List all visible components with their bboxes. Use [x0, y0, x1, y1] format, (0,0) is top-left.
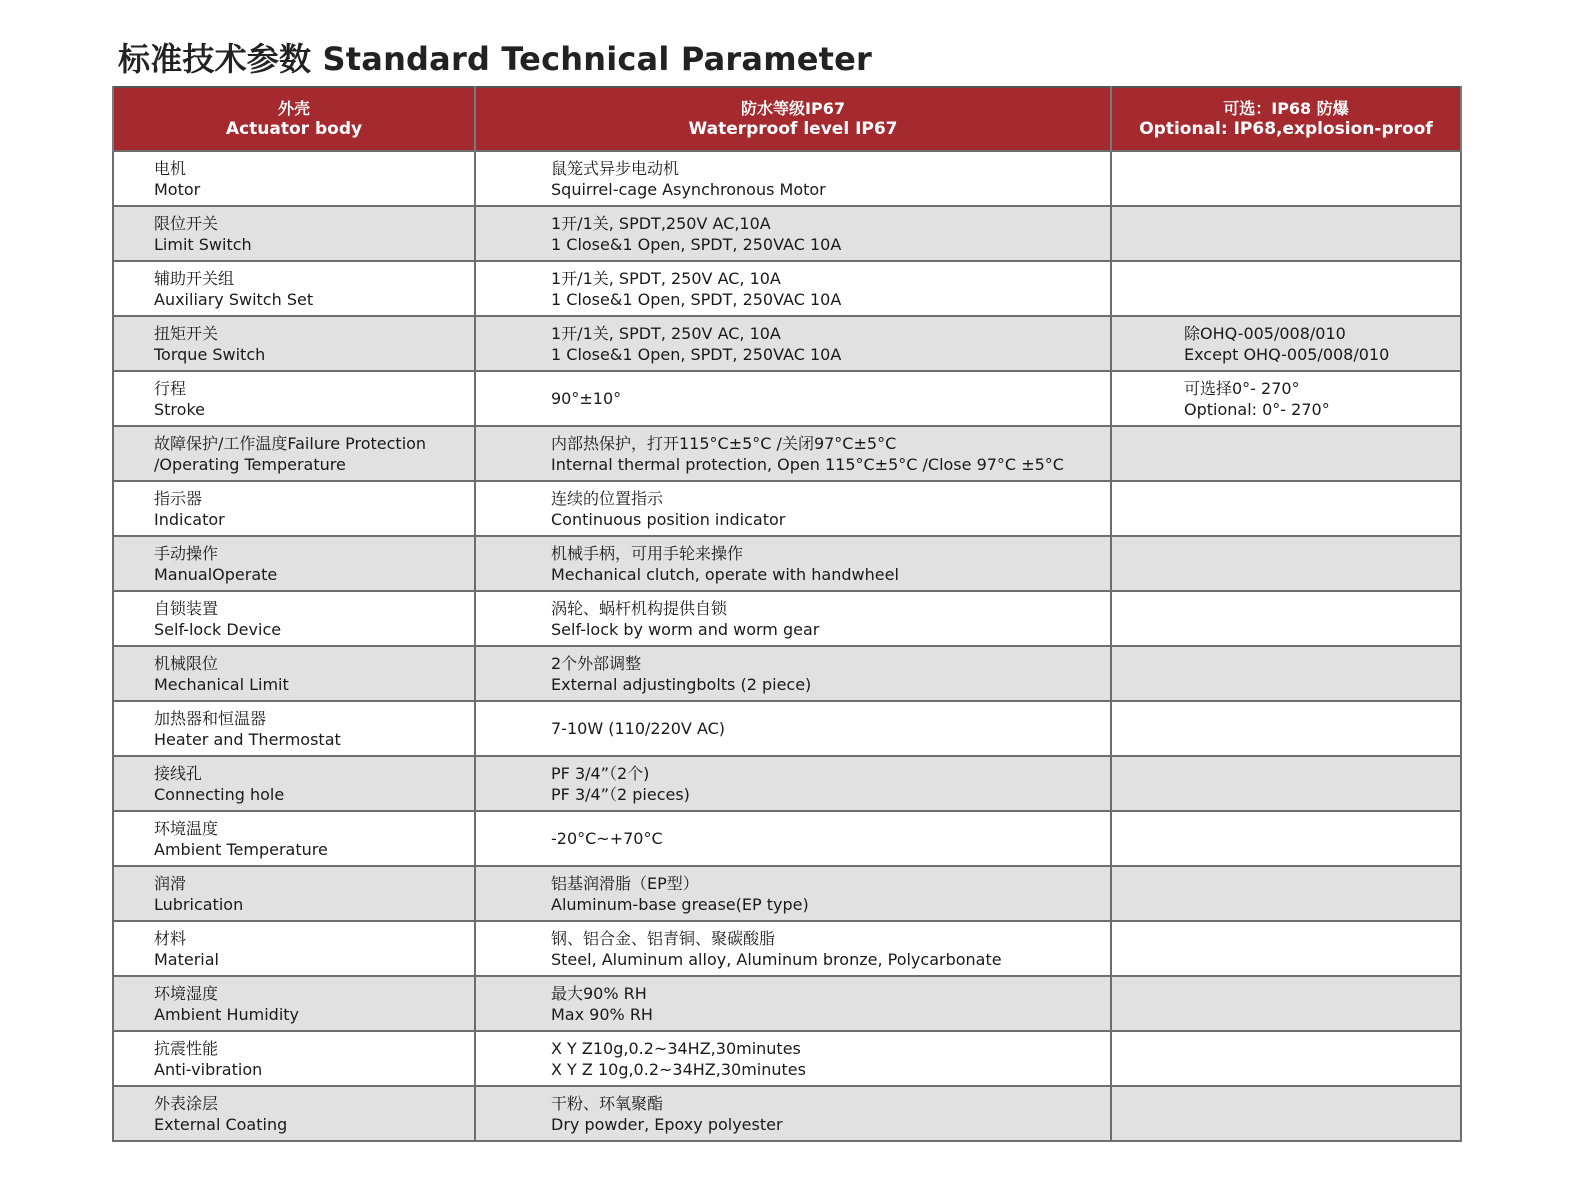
- parameter-option-cell: [1111, 426, 1461, 481]
- parameter-value-cell: [475, 151, 1111, 206]
- parameter-value-cell: [475, 646, 1111, 701]
- parameter-option-cell: [1111, 646, 1461, 701]
- parameter-name-cell: [113, 646, 475, 701]
- parameter-option-line: 可选择0°- 270°: [1184, 378, 1300, 398]
- parameter-value-line: 铝基润滑脂（EP型）: [551, 873, 699, 893]
- parameter-name-line: ManualOperate: [154, 564, 278, 584]
- parameter-value-line: Aluminum-base grease(EP type): [551, 894, 809, 914]
- parameter-value-cell: [475, 316, 1111, 371]
- parameter-name-line: 材料: [154, 928, 187, 948]
- parameter-value-line: 机械手柄，可用手轮来操作: [551, 543, 744, 563]
- parameter-option-cell: [1111, 756, 1461, 811]
- table-row: [113, 866, 1461, 921]
- table-row: [113, 206, 1461, 261]
- parameter-name-cell: [113, 756, 475, 811]
- parameter-value-cell: [475, 591, 1111, 646]
- parameter-option-cell: [1111, 151, 1461, 206]
- parameter-name-line: Mechanical Limit: [154, 674, 289, 694]
- parameter-name-line: Indicator: [154, 509, 225, 529]
- parameter-value-line: 1 Close&1 Open, SPDT, 250VAC 10A: [551, 344, 842, 364]
- parameter-name-line: 辅助开关组: [154, 268, 235, 288]
- table-row: [113, 151, 1461, 206]
- parameter-name-line: Lubrication: [154, 894, 244, 914]
- parameter-value-line: Steel, Aluminum alloy, Aluminum bronze, Polycarbonate: [551, 949, 1002, 969]
- parameter-name-line: 接线孔: [154, 763, 203, 783]
- parameter-value-line: X Y Z10g,0.2~34HZ,30minutes: [551, 1038, 801, 1058]
- parameter-value-line: Self-lock by worm and worm gear: [551, 619, 820, 639]
- parameter-name-line: Stroke: [154, 399, 205, 419]
- table-row: [113, 1031, 1461, 1086]
- parameter-option-cell: [1111, 866, 1461, 921]
- parameter-name-line: 电机: [154, 158, 187, 178]
- parameter-value-line: 鼠笼式异步电动机: [551, 158, 680, 178]
- parameter-value-line: 连续的位置指示: [551, 488, 664, 508]
- parameter-value-line: X Y Z 10g,0.2~34HZ,30minutes: [551, 1059, 806, 1079]
- parameter-name-cell: [113, 1031, 475, 1086]
- parameter-name-line: 外表涂层: [154, 1093, 219, 1113]
- table-row: [113, 646, 1461, 701]
- table-row: [113, 1086, 1461, 1141]
- parameter-value-cell: [475, 371, 1111, 426]
- parameter-name-cell: [113, 316, 475, 371]
- parameter-value-line: 涡轮、蜗杆机构提供自锁: [551, 598, 728, 618]
- parameter-name-line: Ambient Temperature: [154, 839, 328, 859]
- parameter-option-line: 除OHQ-005/008/010: [1184, 323, 1346, 343]
- page-title: 标准技术参数 Standard Technical Parameter: [118, 40, 873, 78]
- parameter-value-line: 钢、铝合金、铝青铜、聚碳酸脂: [551, 928, 776, 948]
- table-row: [113, 756, 1461, 811]
- parameter-name-line: 故障保护/工作温度Failure Protection: [154, 433, 427, 453]
- parameter-name-line: Heater and Thermostat: [154, 729, 341, 749]
- table-row: [113, 481, 1461, 536]
- header-waterproof-level: 防水等级IP67 Waterproof level IP67: [475, 87, 1111, 151]
- parameter-value-cell: [475, 536, 1111, 591]
- parameter-value-line: 干粉、环氧聚酯: [551, 1093, 664, 1113]
- parameter-value-line: PF 3/4”（2 pieces): [551, 784, 690, 804]
- parameter-name-cell: [113, 811, 475, 866]
- parameter-value-line: 1 Close&1 Open, SPDT, 250VAC 10A: [551, 234, 842, 254]
- table-row: [113, 536, 1461, 591]
- parameter-option-cell: [1111, 591, 1461, 646]
- table-header: [113, 87, 1461, 151]
- parameter-value-line: 内部热保护，打开115°C±5°C /关闭97°C±5°C: [551, 433, 897, 453]
- parameter-value-cell: [475, 1086, 1111, 1141]
- parameter-value-cell: [475, 866, 1111, 921]
- parameter-value-line: 1开/1关, SPDT, 250V AC, 10A: [551, 323, 781, 343]
- parameter-name-cell: [113, 976, 475, 1031]
- parameter-option-cell: [1111, 481, 1461, 536]
- parameter-name-line: 扭矩开关: [154, 323, 219, 343]
- parameter-name-line: 限位开关: [154, 213, 219, 233]
- parameter-value-line: 7-10W (110/220V AC): [551, 719, 726, 738]
- parameter-value-line: 最大90% RH: [551, 983, 647, 1003]
- parameter-name-line: Torque Switch: [154, 344, 266, 364]
- parameter-option-cell: [1111, 316, 1461, 371]
- parameter-name-cell: [113, 866, 475, 921]
- header-actuator-body: 外壳 Actuator body: [113, 87, 475, 151]
- parameter-name-line: 行程: [154, 378, 187, 398]
- parameter-name-line: External Coating: [154, 1114, 288, 1134]
- parameter-name-line: 抗震性能: [154, 1038, 219, 1058]
- parameter-value-line: Squirrel-cage Asynchronous Motor: [551, 179, 826, 199]
- table-row: [113, 921, 1461, 976]
- table-row: [113, 261, 1461, 316]
- parameter-name-cell: [113, 426, 475, 481]
- parameter-name-cell: [113, 1086, 475, 1141]
- parameter-value-cell: [475, 921, 1111, 976]
- parameter-option-cell: [1111, 1031, 1461, 1086]
- table-body: [113, 151, 1461, 1141]
- parameter-name-cell: [113, 701, 475, 756]
- parameter-name-line: 手动操作: [154, 543, 219, 563]
- parameter-name-line: 润滑: [154, 873, 187, 893]
- parameter-name-line: 自锁装置: [154, 598, 219, 618]
- parameter-option-line: Except OHQ-005/008/010: [1184, 344, 1390, 364]
- parameter-name-cell: [113, 371, 475, 426]
- parameter-value-cell: [475, 756, 1111, 811]
- parameter-value-cell: [475, 811, 1111, 866]
- parameter-option-cell: [1111, 536, 1461, 591]
- parameter-name-line: Ambient Humidity: [154, 1004, 300, 1024]
- parameter-value-line: 1开/1关, SPDT,250V AC,10A: [551, 213, 771, 233]
- parameter-name-cell: [113, 921, 475, 976]
- spec-table: [112, 86, 1462, 1142]
- table-row: [113, 591, 1461, 646]
- parameter-value-cell: [475, 481, 1111, 536]
- parameter-option-cell: [1111, 921, 1461, 976]
- parameter-value-cell: [475, 206, 1111, 261]
- parameter-name-line: Auxiliary Switch Set: [154, 289, 314, 309]
- parameter-value-line: 2个外部调整: [551, 653, 642, 673]
- parameter-value-cell: [475, 1031, 1111, 1086]
- table-row: [113, 701, 1461, 756]
- parameter-name-cell: [113, 261, 475, 316]
- table-row: [113, 316, 1461, 371]
- parameter-name-line: Self-lock Device: [154, 619, 282, 639]
- parameter-name-line: Limit Switch: [154, 234, 252, 254]
- parameter-value-cell: [475, 426, 1111, 481]
- parameter-option-cell: [1111, 701, 1461, 756]
- parameter-option-cell: [1111, 206, 1461, 261]
- parameter-name-line: Material: [154, 949, 219, 969]
- parameter-name-cell: [113, 481, 475, 536]
- parameter-value-line: Continuous position indicator: [551, 509, 786, 529]
- parameter-value-line: PF 3/4”（2个): [551, 763, 650, 783]
- parameter-name-cell: [113, 151, 475, 206]
- parameter-name-line: 机械限位: [154, 653, 219, 673]
- parameter-name-line: 加热器和恒温器: [154, 708, 267, 728]
- parameter-option-cell: [1111, 811, 1461, 866]
- parameter-value-line: Max 90% RH: [551, 1004, 653, 1024]
- parameter-name-line: /Operating Temperature: [154, 454, 346, 474]
- parameter-name-line: Connecting hole: [154, 784, 285, 804]
- table-row: [113, 811, 1461, 866]
- parameter-option-cell: [1111, 371, 1461, 426]
- parameter-name-line: Motor: [154, 179, 201, 199]
- parameter-option-line: Optional: 0°- 270°: [1184, 399, 1330, 419]
- parameter-name-line: 指示器: [154, 488, 203, 508]
- parameter-value-cell: [475, 701, 1111, 756]
- parameter-name-cell: [113, 206, 475, 261]
- parameter-name-line: 环境湿度: [154, 983, 219, 1003]
- parameter-value-line: Mechanical clutch, operate with handwheel: [551, 564, 899, 584]
- parameter-option-cell: [1111, 976, 1461, 1031]
- table-row: [113, 976, 1461, 1031]
- parameter-name-cell: [113, 591, 475, 646]
- parameter-value-cell: [475, 261, 1111, 316]
- parameter-value-line: 1开/1关, SPDT, 250V AC, 10A: [551, 268, 781, 288]
- header-optional: 可选：IP68 防爆 Optional: IP68,explosion-proof: [1111, 87, 1461, 151]
- parameter-name-line: 环境温度: [154, 818, 219, 838]
- parameter-option-cell: [1111, 261, 1461, 316]
- parameter-value-line: External adjustingbolts (2 piece): [551, 674, 812, 694]
- parameter-value-line: -20°C~+70°C: [551, 829, 663, 848]
- parameter-name-cell: [113, 536, 475, 591]
- parameter-value-line: 90°±10°: [551, 389, 622, 408]
- parameter-value-line: 1 Close&1 Open, SPDT, 250VAC 10A: [551, 289, 842, 309]
- parameter-option-cell: [1111, 1086, 1461, 1141]
- parameter-value-line: Dry powder, Epoxy polyester: [551, 1114, 783, 1134]
- table-row: [113, 371, 1461, 426]
- table-row: [113, 426, 1461, 481]
- parameter-name-line: Anti-vibration: [154, 1059, 263, 1079]
- parameter-value-cell: [475, 976, 1111, 1031]
- parameter-value-line: Internal thermal protection, Open 115°C±5°C /Close 97°C ±5°C: [551, 454, 1064, 474]
